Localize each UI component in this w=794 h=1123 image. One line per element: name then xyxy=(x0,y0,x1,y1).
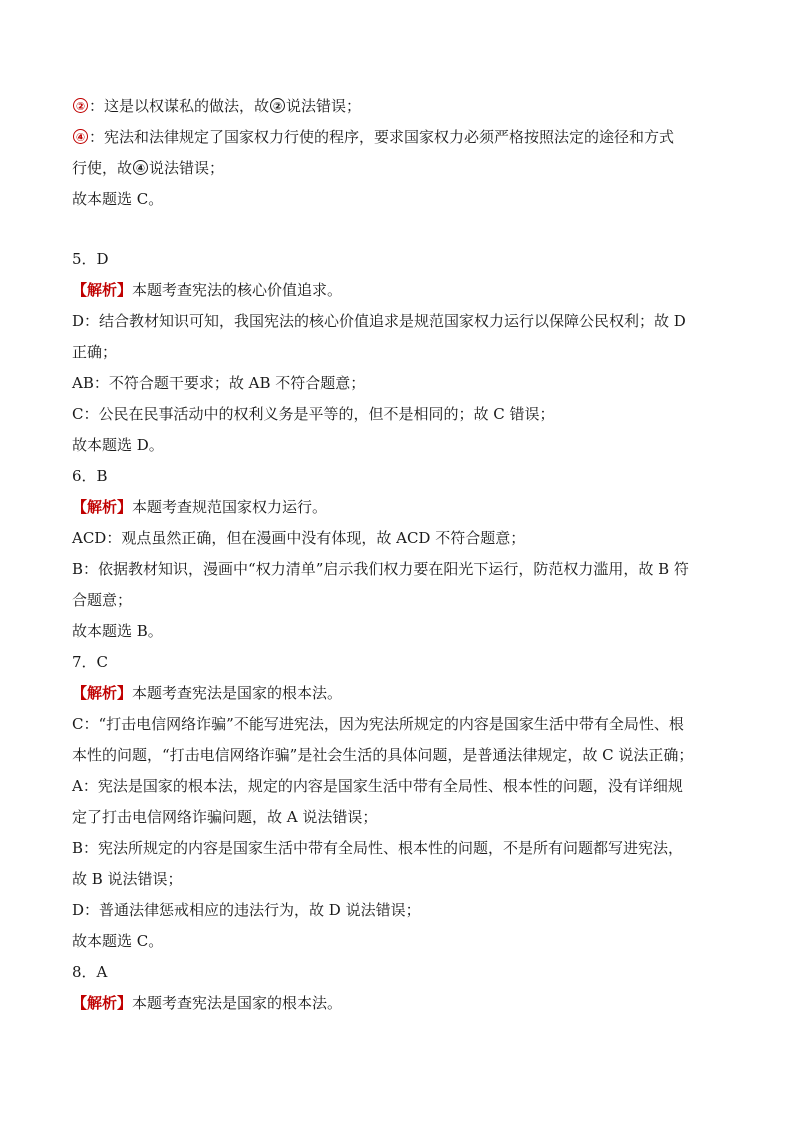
answer-5: 5．D xyxy=(72,250,109,268)
text-line-marker-2: ② ：这是以权谋私的做法，故 ② 说法错误； xyxy=(72,96,732,116)
q6-line-1: ACD：观点虽然正确，但在漫画中没有体现，故 ACD 不符合题意； xyxy=(72,529,526,547)
q7-line-7: D：普通法律惩戒相应的违法行为，故 D 说法错误； xyxy=(72,901,421,919)
text-line-marker-4-cont: 行使，故 ④ 说法错误； xyxy=(72,159,225,177)
q7-line-6: 故 B 说法错误； xyxy=(72,870,183,888)
q7-line-2: 本性的问题，“打击电信网络诈骗”是社会生活的具体问题，是普通法律规定，故 C 说法正确； xyxy=(72,746,694,764)
q7-line-3: A：宪法是国家的根本法，规定的内容是国家生活中带有全局性、根本性的问题，没有详细规 xyxy=(72,777,683,795)
q6-line-3: 合题意； xyxy=(72,591,133,609)
circled-number-4-inline: ④ xyxy=(133,160,148,175)
answer-7: 7．C xyxy=(72,653,109,671)
analysis-tag: 【解析】 xyxy=(72,994,133,1012)
q5-line-5: 故本题选 D。 xyxy=(72,436,164,454)
q7-line-8: 故本题选 C。 xyxy=(72,932,164,950)
q7-line-1: C：“打击电信网络诈骗”不能写进宪法，因为宪法所规定的内容是国家生活中带有全局性、根 xyxy=(72,715,684,733)
analysis-7: 【解析】本题考查宪法是国家的根本法。 xyxy=(72,684,343,702)
analysis-5: 【解析】本题考查宪法的核心价值追求。 xyxy=(72,281,343,299)
analysis-8: 【解析】本题考查宪法是国家的根本法。 xyxy=(72,994,343,1012)
q5-line-3: AB：不符合题干要求；故 AB 不符合题意； xyxy=(72,374,366,392)
q7-line-4: 定了打击电信网络诈骗问题，故 A 说法错误； xyxy=(72,808,378,826)
answer-6: 6．B xyxy=(72,467,108,485)
answer-8: 8．A xyxy=(72,963,108,981)
analysis-tag: 【解析】 xyxy=(72,281,133,299)
circled-number-4: ④ xyxy=(73,129,88,144)
q6-line-4: 故本题选 B。 xyxy=(72,622,163,640)
q5-line-4: C：公民在民事活动中的权利义务是平等的，但不是相同的；故 C 错误； xyxy=(72,405,555,423)
analysis-tag: 【解析】 xyxy=(72,684,133,702)
q6-line-2: B：依据教材知识，漫画中“权力清单”启示我们权力要在阳光下运行，防范权力滥用，故 B 符 xyxy=(72,560,689,578)
analysis-6: 【解析】本题考查规范国家权力运行。 xyxy=(72,498,328,516)
circled-number-2-inline: ② xyxy=(270,98,285,113)
q5-line-1: D：结合教材知识可知，我国宪法的核心价值追求是规范国家权力运行以保障公民权利；故 D xyxy=(72,312,686,330)
analysis-tag: 【解析】 xyxy=(72,498,133,516)
q7-line-5: B：宪法所规定的内容是国家生活中带有全局性、根本性的问题，不是所有问题都写进宪法， xyxy=(72,839,684,857)
text-line-marker-4: ④ ：宪法和法律规定了国家权力行使的程序，要求国家权力必须严格按照法定的途径和方式 xyxy=(72,127,732,147)
q5-line-2: 正确； xyxy=(72,343,118,361)
conclusion-line: 故本题选 C。 xyxy=(72,190,164,208)
circled-number-2: ② xyxy=(73,98,88,113)
